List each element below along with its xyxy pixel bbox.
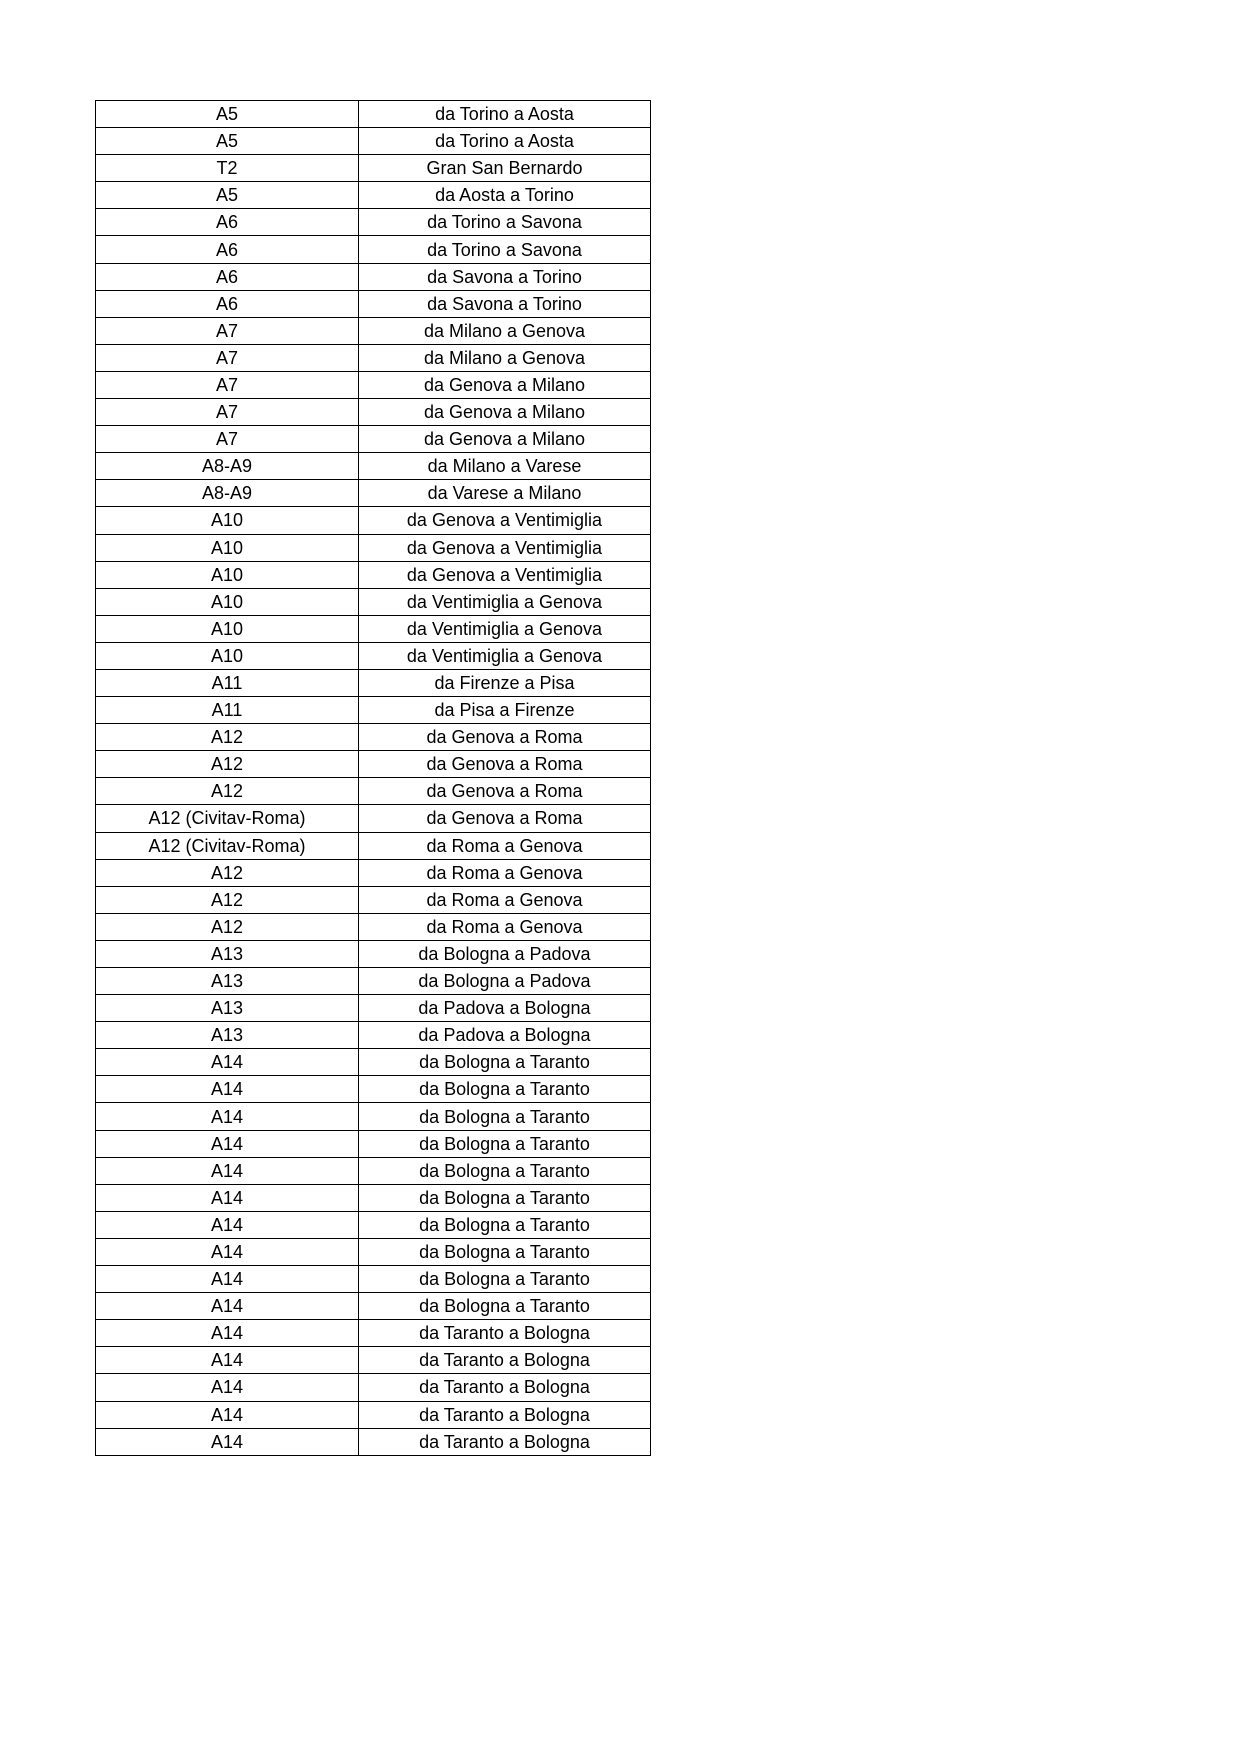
table-row [96,805,651,832]
table-row [96,101,651,128]
table-row [96,182,651,209]
highway-code-cell: A12 [96,778,359,805]
route-cell: da Genova a Ventimiglia [359,507,651,534]
route-cell: da Ventimiglia a Genova [359,588,651,615]
routes-table-body [96,101,651,1456]
table-row [96,317,651,344]
route-cell: da Taranto a Bologna [359,1428,651,1455]
table-row [96,1401,651,1428]
highway-code-cell: A14 [96,1266,359,1293]
table-row [96,209,651,236]
highway-code-cell: A14 [96,1076,359,1103]
highway-code-cell: A14 [96,1347,359,1374]
table-row [96,1022,651,1049]
highway-code-cell: A6 [96,209,359,236]
table-row [96,615,651,642]
route-cell: da Bologna a Taranto [359,1130,651,1157]
route-cell: da Milano a Varese [359,453,651,480]
highway-code-cell: A8-A9 [96,453,359,480]
highway-code-cell: A10 [96,642,359,669]
route-cell: da Bologna a Taranto [359,1211,651,1238]
table-row [96,399,651,426]
route-cell: da Genova a Roma [359,724,651,751]
table-row [96,344,651,371]
highway-code-cell: A12 (Civitav-Roma) [96,805,359,832]
highway-code-cell: A7 [96,426,359,453]
table-row [96,1347,651,1374]
highway-code-cell: A5 [96,128,359,155]
table-row [96,1103,651,1130]
table-row [96,968,651,995]
route-cell: da Ventimiglia a Genova [359,615,651,642]
table-row [96,778,651,805]
route-cell: da Genova a Milano [359,371,651,398]
highway-code-cell: A14 [96,1238,359,1265]
table-row [96,128,651,155]
table-row [96,263,651,290]
highway-code-cell: A14 [96,1103,359,1130]
route-cell: da Taranto a Bologna [359,1347,651,1374]
table-row [96,453,651,480]
table-row [96,155,651,182]
table-row [96,697,651,724]
table-row [96,995,651,1022]
route-cell: da Genova a Milano [359,426,651,453]
table-row [96,642,651,669]
route-cell: da Bologna a Taranto [359,1049,651,1076]
table-row [96,1130,651,1157]
route-cell: da Torino a Savona [359,236,651,263]
table-row [96,1184,651,1211]
route-cell: da Torino a Savona [359,209,651,236]
route-cell: da Bologna a Taranto [359,1293,651,1320]
table-row [96,859,651,886]
highway-code-cell: A10 [96,534,359,561]
routes-table [95,100,651,1456]
table-row [96,480,651,507]
highway-code-cell: A10 [96,507,359,534]
table-row [96,534,651,561]
route-cell: da Bologna a Taranto [359,1184,651,1211]
highway-code-cell: A12 [96,886,359,913]
highway-code-cell: A13 [96,995,359,1022]
table-row [96,236,651,263]
highway-code-cell: A7 [96,371,359,398]
table-row [96,588,651,615]
highway-code-cell: T2 [96,155,359,182]
highway-code-cell: A14 [96,1428,359,1455]
highway-code-cell: A7 [96,399,359,426]
route-cell: da Genova a Roma [359,751,651,778]
highway-code-cell: A5 [96,101,359,128]
table-row [96,1157,651,1184]
highway-code-cell: A12 [96,913,359,940]
highway-code-cell: A14 [96,1374,359,1401]
route-cell: da Pisa a Firenze [359,697,651,724]
table-row [96,1293,651,1320]
highway-code-cell: A14 [96,1157,359,1184]
route-cell: da Torino a Aosta [359,128,651,155]
highway-code-cell: A13 [96,940,359,967]
route-cell: da Bologna a Taranto [359,1076,651,1103]
table-row [96,1238,651,1265]
table-row [96,1320,651,1347]
table-row [96,1374,651,1401]
table-row [96,886,651,913]
route-cell: da Padova a Bologna [359,995,651,1022]
route-cell: da Ventimiglia a Genova [359,642,651,669]
route-cell: da Bologna a Taranto [359,1266,651,1293]
route-cell: da Bologna a Taranto [359,1103,651,1130]
table-row [96,724,651,751]
route-cell: da Savona a Torino [359,290,651,317]
highway-code-cell: A14 [96,1049,359,1076]
table-row [96,940,651,967]
highway-code-cell: A14 [96,1211,359,1238]
highway-code-cell: A13 [96,968,359,995]
highway-code-cell: A14 [96,1320,359,1347]
route-cell: da Roma a Genova [359,832,651,859]
route-cell: da Torino a Aosta [359,101,651,128]
table-row [96,1211,651,1238]
highway-code-cell: A12 [96,859,359,886]
route-cell: da Bologna a Taranto [359,1157,651,1184]
route-cell: da Genova a Ventimiglia [359,561,651,588]
route-cell: da Genova a Roma [359,778,651,805]
highway-code-cell: A14 [96,1401,359,1428]
highway-code-cell: A11 [96,669,359,696]
highway-code-cell: A12 (Civitav-Roma) [96,832,359,859]
route-cell: da Bologna a Taranto [359,1238,651,1265]
highway-code-cell: A10 [96,588,359,615]
route-cell: da Genova a Milano [359,399,651,426]
table-row [96,751,651,778]
highway-code-cell: A12 [96,724,359,751]
table-row [96,832,651,859]
route-cell: da Bologna a Padova [359,940,651,967]
highway-code-cell: A14 [96,1130,359,1157]
table-row [96,426,651,453]
route-cell: da Genova a Ventimiglia [359,534,651,561]
route-cell: da Roma a Genova [359,886,651,913]
table-row [96,1076,651,1103]
route-cell: da Taranto a Bologna [359,1374,651,1401]
route-cell: da Taranto a Bologna [359,1320,651,1347]
route-cell: da Roma a Genova [359,913,651,940]
table-row [96,507,651,534]
highway-code-cell: A5 [96,182,359,209]
route-cell: da Firenze a Pisa [359,669,651,696]
highway-code-cell: A14 [96,1293,359,1320]
table-row [96,1266,651,1293]
table-row [96,290,651,317]
route-cell: da Roma a Genova [359,859,651,886]
table-row [96,913,651,940]
highway-code-cell: A7 [96,344,359,371]
table-row [96,1428,651,1455]
route-cell: da Padova a Bologna [359,1022,651,1049]
route-cell: da Bologna a Padova [359,968,651,995]
route-cell: da Varese a Milano [359,480,651,507]
route-cell: da Milano a Genova [359,317,651,344]
highway-code-cell: A12 [96,751,359,778]
route-cell: da Taranto a Bologna [359,1401,651,1428]
table-row [96,561,651,588]
highway-code-cell: A7 [96,317,359,344]
table-row [96,1049,651,1076]
highway-code-cell: A14 [96,1184,359,1211]
highway-code-cell: A8-A9 [96,480,359,507]
route-cell: da Aosta a Torino [359,182,651,209]
highway-code-cell: A10 [96,561,359,588]
table-row [96,669,651,696]
highway-code-cell: A11 [96,697,359,724]
highway-code-cell: A6 [96,263,359,290]
highway-code-cell: A10 [96,615,359,642]
route-cell: da Genova a Roma [359,805,651,832]
highway-code-cell: A6 [96,236,359,263]
table-row [96,371,651,398]
route-cell: da Savona a Torino [359,263,651,290]
route-cell: da Milano a Genova [359,344,651,371]
highway-code-cell: A6 [96,290,359,317]
route-cell: Gran San Bernardo [359,155,651,182]
highway-code-cell: A13 [96,1022,359,1049]
